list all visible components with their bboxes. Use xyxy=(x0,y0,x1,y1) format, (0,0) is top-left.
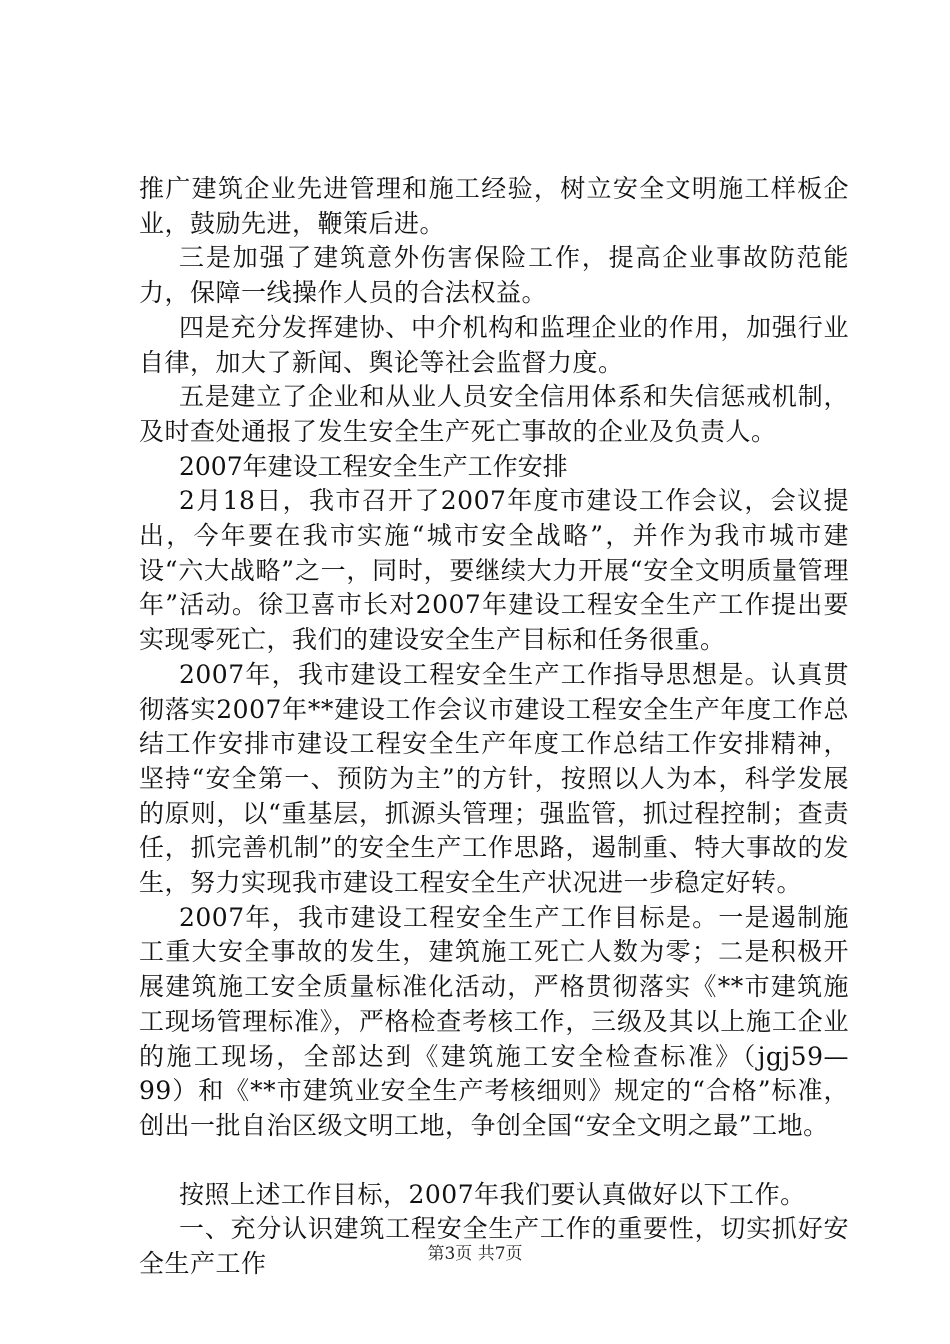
paragraph-item-four: 四是充分发挥建协、中介机构和监理企业的作用，加强行业自律，加大了新闻、舆论等社会监督力度。 xyxy=(139,312,849,377)
paragraph-meeting: 2月18日，我市召开了2007年度市建设工作会议，会议提出，今年要在我市实施“城市安全战略”，并作为我市城市建设“六大战略”之一，同时，要继续大力开展“安全文明质量管理年”活动。徐卫喜市长对2007年建设工程安全生产工作提出要实现零死亡，我们的建设安全生产目标和任务很重。 xyxy=(139,486,849,655)
paragraph-spacer xyxy=(139,1144,849,1178)
paragraph-guiding-ideology: 2007年，我市建设工程安全生产工作指导思想是。认真贯彻落实2007年**建设工作会议市建设工程安全生产年度工作总结工作安排市建设工程安全生产年度工作总结工作安排精神，坚持“安全第一、预防为主”的方针，按照以人为本，科学发展的原则，以“重基层，抓源头管理；强监管，抓过程控制；查责任，抓完善机制”的安全生产工作思路，遏制重、特大事故的发生，努力实现我市建设工程安全生产状况进一步稳定好转。 xyxy=(139,659,849,898)
paragraph-work-plan: 按照上述工作目标，2007年我们要认真做好以下工作。 xyxy=(179,1179,806,1209)
paragraph-work-goals: 2007年，我市建设工程安全生产工作目标是。一是遏制施工重大安全事故的发生，建筑施工死亡人数为零；二是积极开展建筑施工安全质量标准化活动，严格贯彻落实《**市建筑施工现场管理标准》，严格检查考核工作，三级及其以上施工企业的施工现场，全部达到《建筑施工安全检查标准》（jgj59—99）和《**市建筑业安全生产考核细则》规定的“合格”标准，创出一批自治区级文明工地，争创全国“安全文明之最”工地。 xyxy=(139,902,849,1140)
paragraph-item-three: 三是加强了建筑意外伤害保险工作，提高企业事故防范能力，保障一线操作人员的合法权益。 xyxy=(139,243,849,308)
paragraph-item-five: 五是建立了企业和从业人员安全信用体系和失信惩戒机制，及时查处通报了发生安全生产死亡事故的企业及负责人。 xyxy=(139,382,849,446)
paragraph-continued: 推广建筑企业先进管理和施工经验，树立安全文明施工样板企业，鼓励先进，鞭策后进。 xyxy=(139,174,849,238)
paragraph-item-one: 一、充分认识建筑工程安全生产工作的重要性，切实抓好安全生产工作 xyxy=(139,1214,849,1279)
section-heading: 2007年建设工程安全生产工作安排 xyxy=(179,451,568,481)
page-number-footer: 第3页 共7页 xyxy=(427,1244,523,1264)
document-body xyxy=(139,172,849,1282)
